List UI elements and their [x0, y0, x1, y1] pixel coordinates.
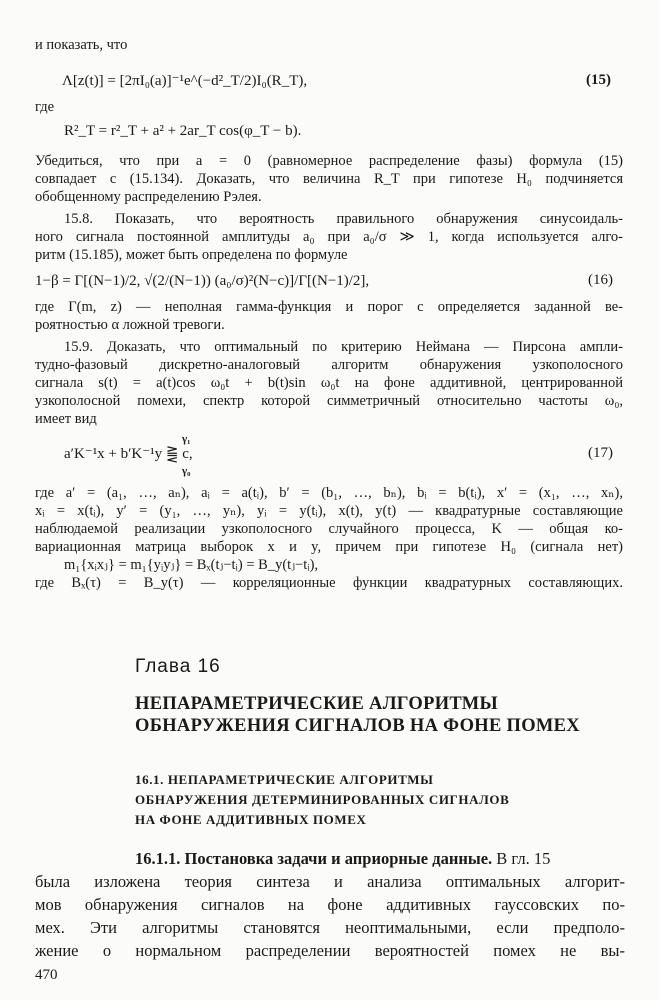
- text-line: сигнала s(t) = a(t)cos ω₀t + b(t)sin ω₀t на фоне аддитивной, центрированной: [35, 375, 623, 391]
- text-line: роятностью α ложной тревоги.: [35, 317, 225, 333]
- text-line: m₁{xᵢxⱼ} = m₁{yᵢyⱼ} = Bₓ(tⱼ−tᵢ) = B_y(tⱼ−tᵢ),: [64, 557, 319, 573]
- equation-15: Λ[z(t)] = [2πI₀(a)]⁻¹e^(−d²_T/2)I₀(R_T),: [62, 73, 308, 89]
- equation-16: 1−β = Γ[(N−1)/2, √(2/(N−1)) (a₀/σ)²(N−c)]/Γ[(N−1)/2],: [35, 273, 370, 289]
- text-line: 15.8. Показать, что вероятность правильного обнаружения синусоидаль-: [64, 211, 623, 227]
- text-line: имеет вид: [35, 411, 97, 427]
- body-line: была изложена теория синтеза и анализа оптимальных алгорит-: [35, 872, 625, 891]
- body-first-line: [135, 848, 550, 869]
- equation-17-lower-limit: γ₀: [182, 465, 191, 477]
- subsection-heading: 16.1.1. Постановка задачи и априорные данные.: [135, 849, 493, 868]
- equation-number: (17): [588, 445, 613, 461]
- page-number: 470: [35, 967, 58, 983]
- text-line: где: [35, 99, 55, 115]
- text-line: и показать, что: [35, 37, 128, 53]
- body-line: мех. Эти алгоритмы становятся неоптимальными, если предполо-: [35, 918, 625, 937]
- text-line: 15.9. Доказать, что оптимальный по критерию Неймана — Пирсона ампли-: [64, 339, 623, 355]
- text-line: где a′ = (a₁, …, aₙ), aᵢ = a(tᵢ), b′ = (b₁, …, bₙ), bᵢ = b(tᵢ), x′ = (x₁, …, xₙ),: [35, 485, 623, 501]
- chapter-label: Глава 16: [135, 656, 221, 677]
- equation-17: a′K⁻¹x + b′K⁻¹y ⪌ c,: [64, 446, 193, 462]
- body-text: В гл. 15: [496, 849, 551, 868]
- text-line: совпадает с (15.134). Доказать, что величина R_T при гипотезе H₀ подчиняется: [35, 171, 623, 187]
- text-line: где Bₓ(τ) = B_y(τ) — корреляционные функции квадратурных составляющих.: [35, 575, 623, 591]
- equation-17-upper-limit: γ₁: [182, 433, 191, 445]
- equation-r: R²_T = r²_T + a² + 2ar_T cos(φ_T − b).: [64, 123, 302, 139]
- body-line: жение о нормальном распределении вероятностей помех не вы-: [35, 941, 625, 960]
- chapter-title: ОБНАРУЖЕНИЯ СИГНАЛОВ НА ФОНЕ ПОМЕХ: [135, 716, 580, 736]
- body-line: мов обнаружения сигналов на фоне аддитивных гауссовских по-: [35, 895, 625, 914]
- text-line: обобщенному распределению Рэлея.: [35, 189, 262, 205]
- text-line: вариационная матрица выборок x и y, причем при гипотезе H₀ (сигнала нет): [35, 539, 623, 555]
- text-line: наблюдаемой реализации узкополосного случайного процесса, K — общая ко-: [35, 521, 623, 537]
- section-title: 16.1. НЕПАРАМЕТРИЧЕСКИЕ АЛГОРИТМЫ: [135, 772, 434, 787]
- text-line: узкополосной помехи, спектр которой симметричный относительно частоты ω₀,: [35, 393, 623, 409]
- equation-number: (15): [586, 72, 611, 88]
- text-line: тудно-фазовый дискретно-аналоговый алгоритм обнаружения узкополосного: [35, 357, 623, 373]
- section-title: ОБНАРУЖЕНИЯ ДЕТЕРМИНИРОВАННЫХ СИГНАЛОВ: [135, 792, 510, 807]
- text-line: xᵢ = x(tᵢ), y′ = (y₁, …, yₙ), yᵢ = y(tᵢ), x(t), y(t) — квадратурные составляющие: [35, 503, 623, 519]
- chapter-title: НЕПАРАМЕТРИЧЕСКИЕ АЛГОРИТМЫ: [135, 694, 499, 714]
- text-line: ного сигнала постоянной амплитуды a₀ при a₀/σ ≫ 1, когда используется алго-: [35, 229, 623, 245]
- section-title: НА ФОНЕ АДДИТИВНЫХ ПОМЕХ: [135, 812, 367, 827]
- text-line: ритм (15.185), может быть определена по формуле: [35, 247, 348, 263]
- equation-number: (16): [588, 272, 613, 288]
- text-line: Убедиться, что при a = 0 (равномерное распределение фазы) формула (15): [35, 153, 623, 169]
- text-line: где Γ(m, z) — неполная гамма-функция и порог c определяется заданной ве-: [35, 299, 623, 315]
